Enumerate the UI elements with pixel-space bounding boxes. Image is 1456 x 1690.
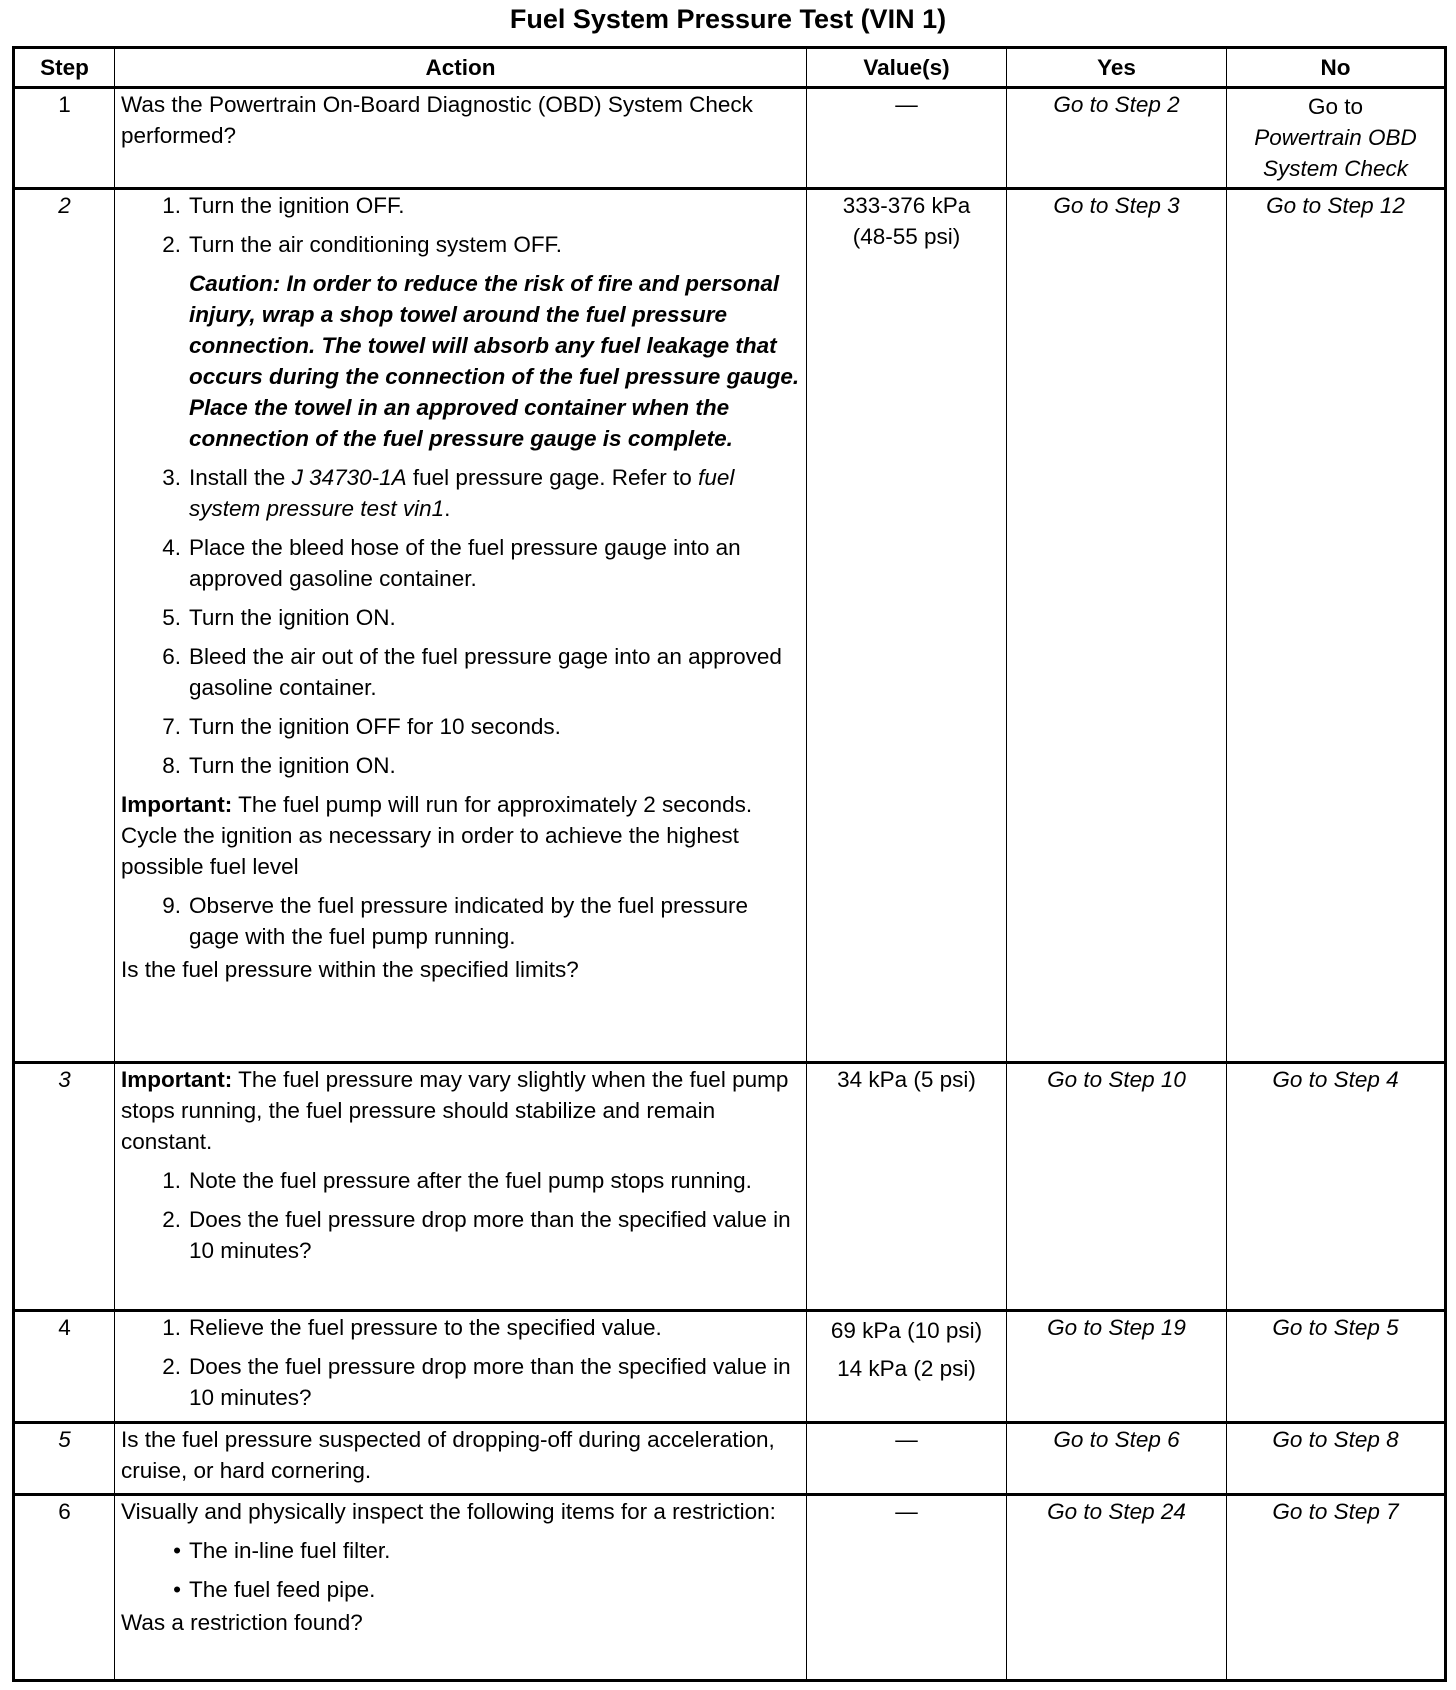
- action-cell: [115, 189, 807, 1063]
- value-cell: —: [807, 1423, 1007, 1495]
- value-cell: 34 kPa (5 psi): [807, 1063, 1007, 1311]
- question-text: Is the fuel pressure within the specified limits?: [121, 957, 579, 982]
- action-steps: [121, 190, 800, 260]
- action-intro: Visually and physically inspect the following items for a restriction:: [121, 1499, 776, 1524]
- table-row-step-2: [14, 189, 1446, 1063]
- no-cell: [1227, 88, 1446, 189]
- question-text: Was a restriction found?: [121, 1610, 363, 1635]
- step-number: 3: [14, 1063, 115, 1311]
- value-cell: 333-376 kPa (48-55 psi): [807, 189, 1007, 1063]
- action-cell: [115, 1311, 807, 1423]
- action-cell: [115, 1063, 807, 1311]
- no-cell: Go to Step 12: [1227, 189, 1446, 1063]
- page-title: Fuel System Pressure Test (VIN 1): [509, 4, 947, 34]
- header-values: Value(s): [807, 48, 1007, 88]
- list-item: 9. Observe the fuel pressure indicated by the fuel pressure gage with the fuel pump running.: [162, 893, 749, 949]
- list-item: 3. Install the J 34730-1A fuel pressure gage. Refer to fuel system pressure test vin1.: [162, 465, 735, 521]
- value-cell: 69 kPa (10 psi) 14 kPa (2 psi): [807, 1311, 1007, 1423]
- list-item: 2. Does the fuel pressure drop more than the specified value in 10 minutes?: [162, 1207, 791, 1263]
- table-row-step-6: [14, 1495, 1446, 1681]
- yes-cell: Go to Step 10: [1007, 1063, 1227, 1311]
- table-row-step-4: [14, 1311, 1446, 1423]
- list-item: 1. Turn the ignition OFF.: [162, 193, 405, 218]
- list-item: 1. Relieve the fuel pressure to the specified value.: [162, 1315, 662, 1340]
- list-item: 6. Bleed the air out of the fuel pressure gage into an approved gasoline container.: [162, 644, 782, 700]
- step-number: 5: [14, 1423, 115, 1495]
- yes-cell: Go to Step 19: [1007, 1311, 1227, 1423]
- action-text: Is the fuel pressure suspected of dropping-off during acceleration, cruise, or hard cornering.: [121, 1427, 775, 1483]
- step-number: 6: [14, 1495, 115, 1681]
- action-steps: [121, 890, 800, 952]
- step-number: 2: [14, 189, 115, 1063]
- no-ref: Powertrain OBD System Check: [1254, 125, 1417, 181]
- yes-cell: Go to Step 3: [1007, 189, 1227, 1063]
- table-row-step-1: [14, 88, 1446, 189]
- no-go-to: Go to: [1307, 94, 1364, 119]
- list-item: 1. Note the fuel pressure after the fuel pump stops running.: [162, 1168, 752, 1193]
- table-row-step-5: [14, 1423, 1446, 1495]
- list-item: • The fuel feed pipe.: [173, 1577, 376, 1602]
- no-cell: Go to Step 5: [1227, 1311, 1446, 1423]
- no-cell: Go to Step 4: [1227, 1063, 1446, 1311]
- action-cell: [115, 1495, 807, 1681]
- list-item: • The in-line fuel filter.: [173, 1538, 391, 1563]
- no-cell: Go to Step 7: [1227, 1495, 1446, 1681]
- list-item: 2. Turn the air conditioning system OFF.: [162, 232, 563, 257]
- step-number: 4: [14, 1311, 115, 1423]
- action-steps: [121, 1312, 800, 1413]
- header-action: Action: [115, 48, 807, 88]
- important-note: Important: The fuel pump will run for approximately 2 seconds. Cycle the ignition as necessary in order to achieve the highest possible fuel level: [121, 792, 753, 879]
- procedure-table: [12, 46, 1447, 1682]
- header-step: Step: [14, 48, 115, 88]
- yes-cell: Go to Step 2: [1007, 88, 1227, 189]
- inspection-list: [121, 1535, 800, 1605]
- header-yes: Yes: [1007, 48, 1227, 88]
- tool-ref: J 34730-1A: [291, 465, 407, 490]
- list-item: 4. Place the bleed hose of the fuel pressure gauge into an approved gasoline container.: [162, 535, 741, 591]
- step-number: 1: [14, 88, 115, 189]
- yes-cell: Go to Step 24: [1007, 1495, 1227, 1681]
- action-steps: [121, 1165, 800, 1266]
- list-item: 5. Turn the ignition ON.: [162, 605, 396, 630]
- table-row-step-3: [14, 1063, 1446, 1311]
- list-item: 2. Does the fuel pressure drop more than the specified value in 10 minutes?: [162, 1354, 791, 1410]
- list-item: 7. Turn the ignition OFF for 10 seconds.: [162, 714, 561, 739]
- action-text: Was the Powertrain On-Board Diagnostic (OBD) System Check performed?: [121, 92, 753, 148]
- important-note: Important: The fuel pressure may vary slightly when the fuel pump stops running, the fuel pressure should stabilize and remain constant.: [121, 1067, 789, 1154]
- yes-cell: Go to Step 6: [1007, 1423, 1227, 1495]
- no-cell: Go to Step 8: [1227, 1423, 1446, 1495]
- action-cell: [115, 1423, 807, 1495]
- value-cell: —: [807, 88, 1007, 189]
- table-header-row: [14, 48, 1446, 88]
- value-cell: —: [807, 1495, 1007, 1681]
- list-item: 8. Turn the ignition ON.: [162, 753, 396, 778]
- header-no: No: [1227, 48, 1446, 88]
- procedure-link[interactable]: fuel system pressure test vin1: [189, 465, 735, 521]
- action-cell: [115, 88, 807, 189]
- caution-note: Caution: In order to reduce the risk of fire and personal injury, wrap a shop towel around the fuel pressure connection. The towel will absorb any fuel leakage that occurs during the connection of the fuel pressure gauge. Place the towel in an approved container when the connection of the fuel pressure gauge is complete.: [189, 271, 800, 451]
- action-steps: [121, 462, 800, 781]
